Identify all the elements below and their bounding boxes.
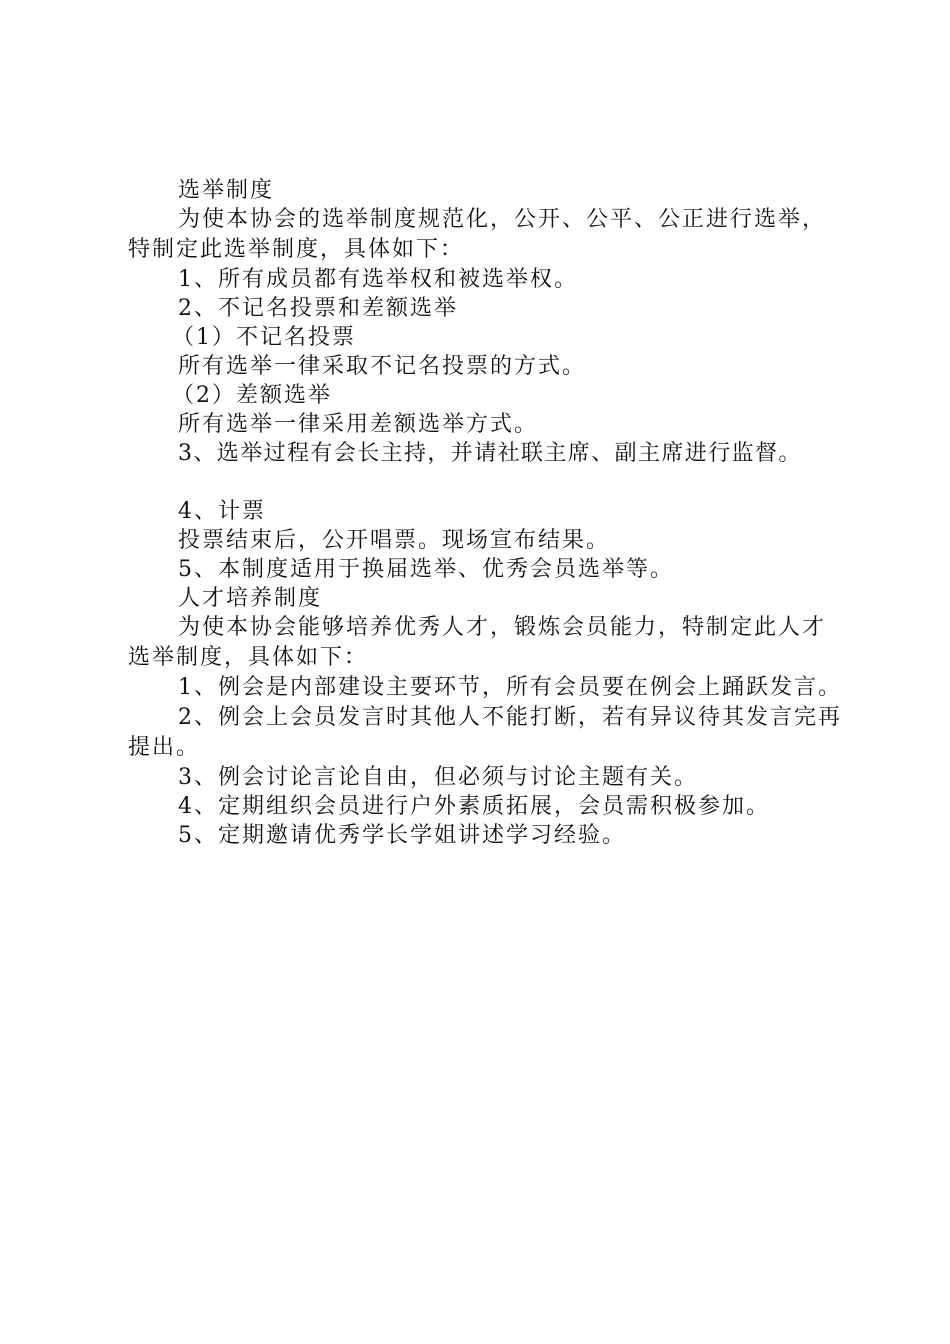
talent-title: 人才培养制度: [178, 586, 323, 611]
talent-intro: 为使本协会能够培养优秀人才，锻炼会员能力，特制定此人才选举制度，具体如下：: [128, 615, 827, 670]
election-item-2: 2、不记名投票和差额选举: [178, 296, 458, 321]
talent-item-4: 4、定期组织会员进行户外素质拓展，会员需积极参加。: [178, 794, 770, 819]
election-item-4: 4、计票: [178, 499, 266, 524]
talent-item-5: 5、定期邀请优秀学长学姐讲述学习经验。: [178, 823, 626, 848]
election-intro: 为使本协会的选举制度规范化，公开、公平、公正进行选举，特制定此选举制度，具体如下：: [128, 207, 827, 262]
paragraph-gap: [128, 468, 843, 497]
election-item-2-1-text: 所有选举一律采取不记名投票的方式。: [178, 354, 587, 379]
talent-item-3: 3、例会讨论言论自由，但必须与讨论主题有关。: [178, 765, 698, 790]
election-item-5: 5、本制度适用于换届选举、优秀会员选举等。: [178, 557, 674, 582]
election-item-3: 3、选举过程有会长主持，并请社联主席、副主席进行监督。: [178, 441, 802, 466]
election-item-1: 1、所有成员都有选举权和被选举权。: [178, 267, 578, 292]
election-item-2-1-title: （1）不记名投票: [172, 325, 356, 350]
election-item-4-text: 投票结束后，公开唱票。现场宣布结果。: [178, 528, 611, 553]
talent-item-2: 2、例会上会员发言时其他人不能打断，若有异议待其发言完再提出。: [128, 705, 842, 760]
election-item-2-2-title: （2）差额选举: [172, 383, 332, 408]
election-title: 选举制度: [178, 178, 275, 203]
election-item-2-2-text: 所有选举一律采用差额选举方式。: [178, 412, 539, 437]
talent-item-1: 1、例会是内部建设主要环节，所有会员要在例会上踊跃发言。: [178, 675, 842, 700]
document-body: [128, 176, 843, 850]
